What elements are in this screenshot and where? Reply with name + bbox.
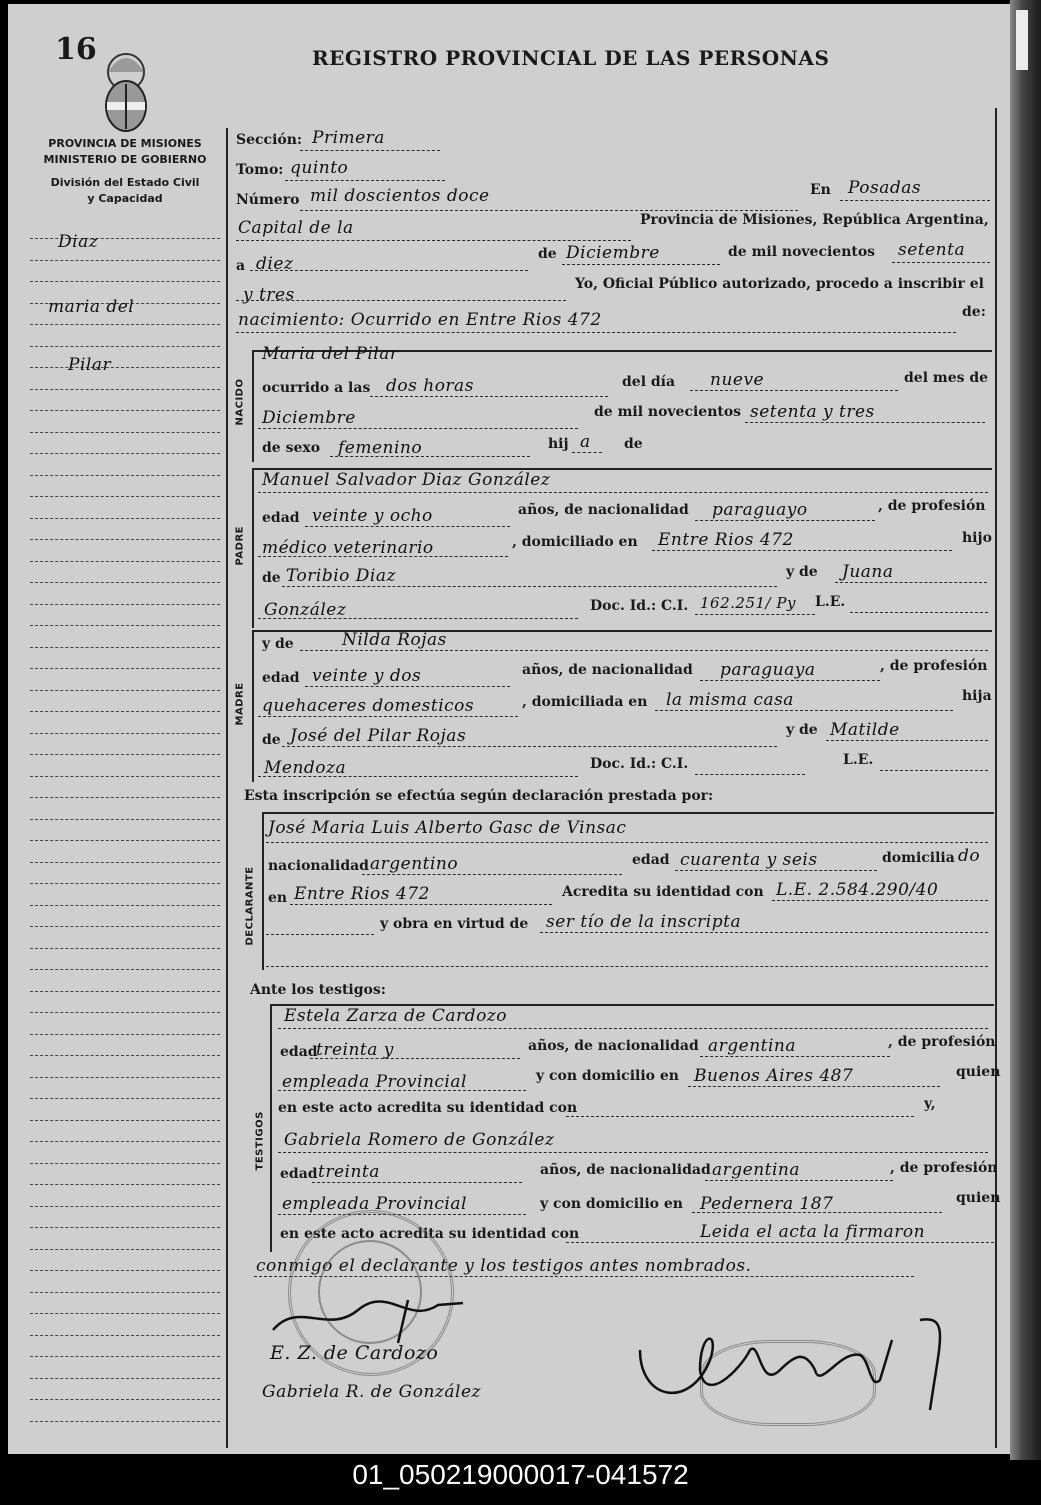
- padre-profesion-value: médico veterinario: [262, 538, 434, 558]
- margin-ruled-line: [30, 647, 220, 648]
- margin-ruled-line: [30, 905, 220, 906]
- t1-profesion-label: , de profesión: [888, 1034, 996, 1050]
- page-title: REGISTRO PROVINCIAL DE LAS PERSONAS: [312, 46, 830, 70]
- page-number: 16: [55, 32, 97, 67]
- madre-y-de2-label: y de: [786, 722, 818, 738]
- numero-value: mil doscientos doce: [310, 186, 490, 206]
- margin-ruled-line: [30, 754, 220, 755]
- nacido-de-label: de: [624, 436, 643, 452]
- madre-domicilio-value: la misma casa: [666, 690, 794, 710]
- de-label: de: [538, 246, 557, 262]
- padre-doc-value: 162.251/ Py: [700, 594, 796, 612]
- t2-acredita-label: en este acto acredita su identidad con: [280, 1226, 580, 1242]
- hij-line: [572, 452, 602, 453]
- seccion-label: Sección:: [236, 132, 303, 148]
- margin-ruled-line: [30, 1313, 220, 1314]
- t1-nombre: Estela Zarza de Cardozo: [284, 1006, 507, 1026]
- margin-ruled-line: [30, 797, 220, 798]
- declarante-nac-line: [362, 874, 622, 875]
- padre-de-label: de: [262, 570, 281, 586]
- t2-edad-value: treinta: [318, 1162, 380, 1182]
- t1-domicilio-value: Buenos Aires 487: [694, 1066, 854, 1086]
- padre-domicilio-value: Entre Rios 472: [658, 530, 794, 550]
- margin-ruled-line: [30, 432, 220, 433]
- obra-line: [540, 932, 988, 933]
- acredita-line: [772, 900, 988, 901]
- nacido-left-border: [252, 350, 254, 462]
- closing-value: conmigo el declarante y los testigos antes nombrados.: [256, 1256, 752, 1276]
- testigos-side-label: TESTIGOS: [254, 1111, 266, 1171]
- margin-ruled-line: [30, 625, 220, 626]
- t1-nombre-line: [278, 1028, 988, 1029]
- margin-ruled-line: [30, 948, 220, 949]
- acredita-label: Acredita su identidad con: [562, 884, 764, 900]
- t2-profesion-value: empleada Provincial: [282, 1194, 467, 1214]
- sexo-value: femenino: [338, 438, 423, 458]
- madre-madre-line-2: [258, 776, 578, 777]
- padre-profesion-line: [258, 556, 508, 557]
- madre-profesion-label: , de profesión: [880, 658, 988, 674]
- padre-domicilio-line: [652, 550, 952, 551]
- madre-madre-de-2: Mendoza: [264, 758, 347, 778]
- margin-ruled-line: [30, 733, 220, 734]
- margin-ruled-line: [30, 260, 220, 261]
- tomo-line: [285, 180, 445, 181]
- margin-ruled-line: [30, 926, 220, 927]
- del-dia-label: del día: [622, 374, 676, 390]
- signature-witness-1: E. Z. de Cardozo: [270, 1342, 439, 1364]
- t1-profesion-value: empleada Provincial: [282, 1072, 467, 1092]
- declarante-en-value: Entre Rios 472: [294, 884, 430, 904]
- right-border: [995, 108, 997, 1448]
- margin-ruled-line: [30, 346, 220, 347]
- t2-edad-label: edad: [280, 1166, 318, 1182]
- declarante-nombre: José Maria Luis Alberto Gasc de Vinsac: [268, 818, 627, 838]
- margin-ruled-line: [30, 1077, 220, 1078]
- madre-anios-label: años, de nacionalidad: [522, 662, 693, 678]
- declarante-edad-label: edad: [632, 852, 670, 868]
- nacido-nombre: Maria del Pilar: [262, 344, 399, 364]
- domiciliado-label: , domiciliado en: [512, 534, 638, 550]
- page-edge: [1010, 0, 1041, 1460]
- margin-ruled-line: [30, 1399, 220, 1400]
- margin-ruled-line: [30, 1249, 220, 1250]
- en-line: [840, 200, 990, 201]
- t1-profesion-line: [278, 1090, 526, 1091]
- hija-label: hija: [962, 688, 992, 704]
- t1-acredita-line: [566, 1116, 914, 1117]
- margin-ruled-line: [30, 1184, 220, 1185]
- mes-value: Diciembre: [566, 243, 660, 263]
- margin-ruled-line: [30, 1120, 220, 1121]
- padre-side-label: PADRE: [234, 526, 246, 566]
- t2-domicilio-label: y con domicilio en: [540, 1196, 683, 1212]
- margin-ruled-line: [30, 840, 220, 841]
- padre-nombre-line: [258, 492, 988, 493]
- dia-line: [250, 270, 528, 271]
- margin-name-3: Pilar: [68, 355, 112, 375]
- t1-edad-label: edad: [280, 1044, 318, 1060]
- padre-nac-value: paraguayo: [712, 500, 808, 520]
- t2-anios-label: años, de nacionalidad: [540, 1162, 711, 1178]
- padre-le-line: [850, 612, 988, 613]
- anio-nac-label: de mil novecientos: [594, 404, 742, 420]
- margin-ruled-line: [30, 561, 220, 562]
- del-mes-label: del mes de: [904, 370, 989, 386]
- anio-line: [892, 262, 990, 263]
- anio-line-2: [236, 300, 566, 301]
- obra-label: y obra en virtud de: [380, 916, 529, 932]
- madre-nac-value: paraguaya: [720, 660, 816, 680]
- padre-doc-line: [695, 614, 815, 615]
- margin-ruled-line: [30, 1356, 220, 1357]
- obra-pre-line: [266, 934, 374, 935]
- padre-madre-de-2: González: [264, 600, 347, 620]
- testigos-left-border: [270, 1004, 272, 1252]
- margin-ruled-line: [30, 410, 220, 411]
- declarante-nac-label: nacionalidad: [268, 858, 369, 874]
- margin-ruled-line: [30, 389, 220, 390]
- madre-nombre-line: [300, 650, 988, 651]
- padre-edad-value: veinte y ocho: [312, 506, 433, 526]
- margin-ruled-line: [30, 281, 220, 282]
- madre-doc-label: Doc. Id.: C.I.: [590, 756, 689, 772]
- mes-nac-line: [258, 428, 578, 429]
- anio-nac-line: [745, 422, 985, 423]
- signature-declarante: [268, 1295, 478, 1345]
- t1-y-label: y,: [924, 1096, 936, 1112]
- t2-domicilio-line: [692, 1212, 942, 1213]
- de-colon: de:: [962, 304, 986, 320]
- padre-padre-line: [282, 586, 777, 587]
- margin-ruled-line: [30, 518, 220, 519]
- dia-nac-line: [690, 390, 898, 391]
- madre-madre-line: [826, 740, 988, 741]
- margin-ruled-line: [30, 1378, 220, 1379]
- margin-ruled-line: [30, 1270, 220, 1271]
- margin-ruled-line: [30, 1141, 220, 1142]
- madre-y-de-label: y de: [262, 636, 294, 652]
- hecho-value: nacimiento: Ocurrido en Entre Rios 472: [238, 310, 602, 330]
- padre-profesion-label: , de profesión: [878, 498, 986, 514]
- t2-nac-line: [705, 1180, 893, 1181]
- capital-line: [236, 240, 631, 241]
- anio-label: de mil novecientos: [728, 244, 876, 260]
- dia-nac-value: nueve: [710, 370, 765, 390]
- margin-ruled-line: [30, 1227, 220, 1228]
- madre-edad-label: edad: [262, 670, 300, 686]
- padre-anios-label: años, de nacionalidad: [518, 502, 689, 518]
- authority-line-2: MINISTERIO DE GOBIERNO: [43, 153, 207, 166]
- margin-ruled-line: [30, 711, 220, 712]
- en-label: En: [810, 182, 831, 198]
- madre-edad-value: veinte y dos: [312, 666, 422, 686]
- declarante-top-border: [262, 812, 994, 814]
- declarante-en-line: [290, 904, 552, 905]
- margin-ruled-line: [30, 475, 220, 476]
- capital-value: Capital de la: [238, 218, 354, 238]
- declarante-nac-value: argentino: [370, 854, 459, 874]
- numero-label: Número: [236, 192, 300, 208]
- padre-y-de-label: y de: [786, 564, 818, 580]
- t2-profesion-line: [278, 1214, 526, 1215]
- margin-ruled-line: [30, 1012, 220, 1013]
- declaracion-text: Esta inscripción se efectúa según declaración prestada por:: [244, 788, 714, 804]
- margin-ruled-line: [30, 1206, 220, 1207]
- madre-edad-line: [305, 686, 510, 687]
- t2-domicilio-value: Pedernera 187: [700, 1194, 834, 1214]
- anio-value: setenta: [898, 240, 966, 260]
- authority-line-4: y Capacidad: [87, 192, 163, 205]
- madre-profesion-line: [258, 716, 518, 717]
- domiciliada-label: , domiciliada en: [522, 694, 648, 710]
- t2-acredita-line: [566, 1242, 994, 1243]
- margin-ruled-line: [30, 1292, 220, 1293]
- hijo-label: hijo: [962, 530, 992, 546]
- a-label: a: [236, 258, 246, 274]
- seccion-line: [300, 150, 440, 151]
- padre-nac-line: [695, 520, 875, 521]
- madre-le-line: [880, 770, 988, 771]
- t2-profesion-label: , de profesión: [890, 1160, 998, 1176]
- madre-madre-de: Matilde: [830, 720, 900, 740]
- dia-value: diez: [256, 254, 294, 274]
- t2-nombre-line: [278, 1152, 988, 1153]
- hora-line: [370, 396, 608, 397]
- coat-of-arms-icon: [98, 44, 154, 136]
- padre-left-border: [252, 468, 254, 628]
- declarante-nombre-line: [266, 842, 988, 843]
- provincia-text: Provincia de Misiones, República Argentina,: [640, 212, 989, 228]
- sexo-label: de sexo: [262, 440, 321, 456]
- t2-acredita-value: Leida el acta la firmaron: [700, 1222, 926, 1242]
- margin-ruled-line: [30, 367, 220, 368]
- t1-edad-line: [310, 1058, 520, 1059]
- margin-ruled-line: [30, 819, 220, 820]
- margin-ruled-line: [30, 1163, 220, 1164]
- t1-nac-line: [700, 1056, 890, 1057]
- madre-profesion-value: quehaceres domesticos: [262, 696, 475, 716]
- padre-madre-line: [835, 582, 987, 583]
- tomo-value: quinto: [290, 158, 349, 178]
- madre-padre-de: José del Pilar Rojas: [290, 726, 467, 746]
- padre-madre-de: Juana: [842, 562, 894, 582]
- t1-domicilio-line: [688, 1086, 940, 1087]
- ocurrido-label: ocurrido a las: [262, 380, 371, 396]
- margin-ruled-line: [30, 496, 220, 497]
- padre-madre-line-2: [258, 618, 578, 619]
- margin-ruled-line: [30, 1098, 220, 1099]
- margin-ruled-line: [30, 453, 220, 454]
- padre-doc-label: Doc. Id.: C.I.: [590, 598, 689, 614]
- declarante-edad-line: [675, 870, 877, 871]
- t2-nombre: Gabriela Romero de González: [284, 1130, 555, 1150]
- t1-nac-value: argentina: [708, 1036, 797, 1056]
- margin-ruled-line: [30, 862, 220, 863]
- sexo-line: [330, 456, 530, 457]
- madre-nac-line: [700, 680, 880, 681]
- t1-anios-label: años, de nacionalidad: [528, 1038, 699, 1054]
- margin-ruled-line: [30, 776, 220, 777]
- margin-ruled-line: [30, 604, 220, 605]
- margin-ruled-line: [30, 1335, 220, 1336]
- oficial-text: Yo, Oficial Público autorizado, procedo a inscribir el: [575, 276, 984, 292]
- obra-value: ser tío de la inscripta: [546, 912, 742, 932]
- madre-padre-line: [282, 746, 777, 747]
- madre-de-label: de: [262, 732, 281, 748]
- madre-side-label: MADRE: [234, 682, 246, 726]
- padre-edad-label: edad: [262, 510, 300, 526]
- numero-line: [300, 210, 798, 211]
- t2-nac-value: argentina: [712, 1160, 801, 1180]
- t1-domicilio-label: y con domicilio en: [536, 1068, 679, 1084]
- margin-ruled-line: [30, 1055, 220, 1056]
- mes-nac-value: Diciembre: [262, 408, 356, 428]
- hij-label: hij: [548, 436, 569, 452]
- document-footer-id: 01_050219000017-041572: [0, 1460, 1041, 1505]
- nacido-side-label: NACIDO: [234, 378, 246, 426]
- signature-official: [630, 1310, 960, 1420]
- domicilia-value: do: [958, 846, 981, 866]
- madre-left-border: [252, 630, 254, 782]
- padre-padre-de: Toribio Diaz: [286, 566, 396, 586]
- margin-ruled-line: [30, 324, 220, 325]
- seccion-value: Primera: [312, 128, 385, 148]
- margin-ruled-line: [30, 1034, 220, 1035]
- acredita-value: L.E. 2.584.290/40: [776, 880, 939, 900]
- margin-ruled-line: [30, 969, 220, 970]
- margin-ruled-line: [30, 883, 220, 884]
- t2-edad-line: [312, 1182, 522, 1183]
- margin-ruled-line: [30, 1421, 220, 1422]
- padre-nombre: Manuel Salvador Diaz González: [262, 470, 551, 490]
- testigos-text: Ante los testigos:: [250, 982, 386, 998]
- madre-doc-line: [695, 774, 805, 775]
- tomo-label: Tomo:: [236, 162, 284, 178]
- declarante-edad-value: cuarenta y seis: [680, 850, 818, 870]
- binding-strip: [1016, 10, 1028, 70]
- margin-ruled-line: [30, 991, 220, 992]
- margin-ruled-line: [30, 690, 220, 691]
- authority-line-3: División del Estado Civil: [50, 176, 200, 189]
- declarante-left-border: [262, 812, 264, 970]
- declarante-side-label: DECLARANTE: [244, 866, 256, 946]
- domicilia-label: domicilia: [882, 850, 955, 866]
- anio-nac-value: setenta y tres: [750, 402, 875, 422]
- margin-ruled-line: [30, 668, 220, 669]
- hij-value: a: [580, 432, 591, 452]
- declarante-en-label: en: [268, 890, 288, 906]
- margin-name-2: maria del: [48, 297, 135, 317]
- padre-le-label: L.E.: [815, 594, 846, 610]
- mes-line: [562, 264, 720, 265]
- t1-quien-label: quien: [956, 1064, 1001, 1080]
- en-value: Posadas: [848, 178, 922, 198]
- margin-name-1: Diaz: [58, 232, 99, 252]
- margin-ruled-line: [30, 539, 220, 540]
- signature-witness-2: Gabriela R. de González: [262, 1382, 481, 1402]
- madre-nombre: Nilda Rojas: [342, 630, 447, 650]
- madre-domicilio-line: [655, 710, 953, 711]
- madre-le-label: L.E.: [843, 752, 874, 768]
- anio-value-2: y tres: [243, 285, 295, 305]
- margin-divider: [226, 128, 228, 1448]
- t1-acredita-label: en este acto acredita su identidad con: [278, 1100, 578, 1116]
- padre-edad-line: [305, 526, 510, 527]
- declarante-blank-line: [266, 966, 988, 967]
- hecho-line: [236, 332, 956, 333]
- t1-edad-value: treinta y: [316, 1040, 394, 1060]
- hora-value: dos horas: [386, 376, 474, 396]
- t2-quien-label: quien: [956, 1190, 1001, 1206]
- margin-ruled-line: [30, 582, 220, 583]
- authority-line-1: PROVINCIA DE MISIONES: [48, 137, 202, 150]
